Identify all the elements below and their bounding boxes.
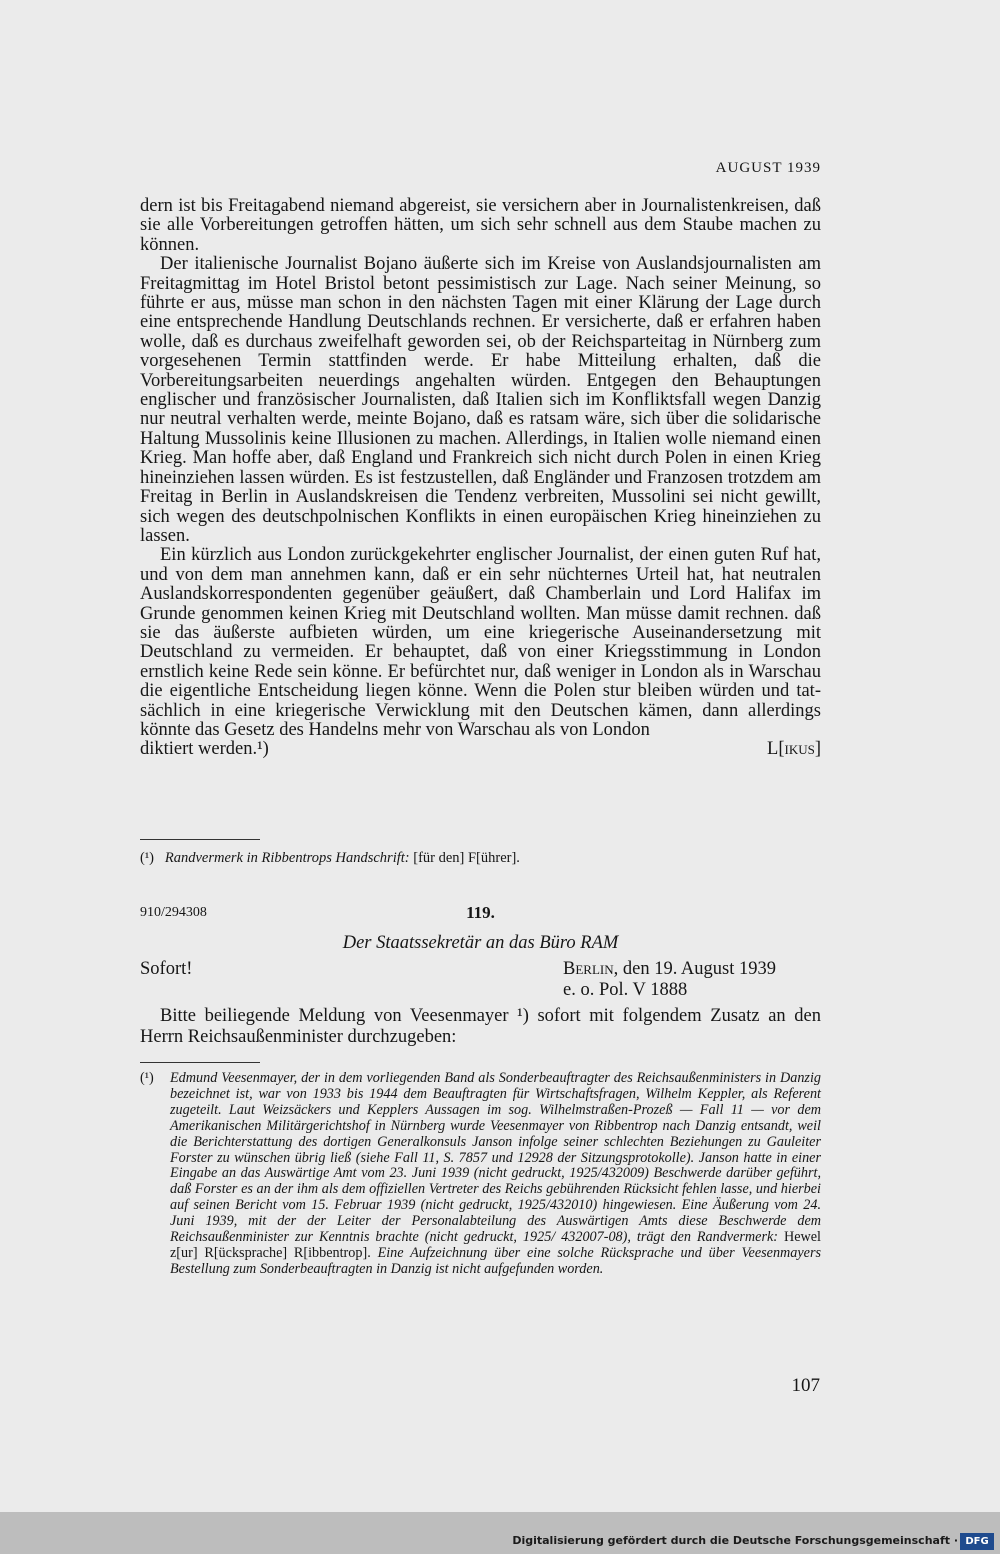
running-head: AUGUST 1939: [715, 160, 821, 176]
paragraph-1: dern ist bis Freitagabend niemand abgereist, sie versichern aber in Journalistenkreisen, daß sie alle Vorbereitungen getroffen hätten, um sich sehr schnell aus dem Staube machen zu können.: [140, 196, 821, 255]
signature-smallcaps: ikus: [784, 739, 815, 760]
file-reference: e. o. Pol. V 1888: [563, 980, 688, 1000]
paragraph-2: Der italienische Journalist Bojano äußerte sich im Kreise von Auslandsjournalisten am Freitagmittag im Hotel Bristol betont pessimistisch zur Lage. Nach seiner Meinung, so führte er aus, müsse man schon in den nächsten Tagen mit einer Klärung der Lage durch eine entsprechende Handlung Deutschlands rechnen. Er versicherte, daß er erfahren haben wolle, daß es durchaus zweifelhaft geworden sei, ob der Reichsparteitag in Nürnberg zum vorgesehenen Termin stattfinden werde. Er habe Mitteilung erhalten, daß die Vorbereitungsarbeiten neuerdings angehalten würden. Entgegen den Behauptungen englischer und französischer Journalisten, daß Italien sich im Konfliktsfall wegen Danzig nur neutral verhalten werde, meinte Bojano, daß es ratsam wäre, sich über die solidarische Haltung Mussolinis keine Illusionen zu machen. Allerdings, in Italien wolle niemand einen Krieg. Man hoffe aber, daß England und Frankreich sich nicht durch Polen in einen Krieg hineinziehen lassen würden. Es ist festzustellen, daß Engländer und Franzosen trotzdem am Freitag in Berlin in Auslandskreisen die Tendenz verbreiten, Mussolini sei nicht gewillt, sich wegen des deutschpolnischen Konflikts in einen europäischen Krieg hineinziehen zu lassen.: [140, 254, 821, 546]
page-number: 107: [791, 1375, 820, 1396]
footnote-2-mark: (¹): [140, 1070, 154, 1086]
dfg-logo: DFG: [960, 1533, 994, 1550]
paragraph-3-end: diktiert werden.¹): [140, 739, 269, 760]
letter-text: Bitte beiliegende Meldung von Veesenmayer ¹) sofort mit folgendem Zusatz an den Herrn Reichsaußenminister durchzugeben:: [140, 1006, 821, 1047]
document-header: [140, 903, 821, 925]
date: den 19. August 1939: [622, 959, 776, 979]
dateline: [563, 959, 821, 1001]
signature-close: ]: [814, 739, 821, 760]
footnote-veesenmayer: [140, 1071, 821, 1278]
footnote-2-upright: Hewel z[ur] R[ücksprache] R[ibbentrop].: [170, 1229, 821, 1261]
footnote-2-italic-2: Eine Aufzeichnung über eine solche Rücksprache und über Veesenmayers Bestellung zum Sonderbeauftragten in Danzig ist nicht aufgefunden worden.: [170, 1244, 822, 1277]
document-reference: 910/294308: [140, 905, 207, 920]
urgency-note: Sofort!: [140, 959, 193, 979]
footnote-divider-2: [140, 1062, 260, 1063]
signature: [767, 740, 821, 759]
credit-text: Digitalisierung gefördert durch die Deutsche Forschungsgemeinschaft ·: [512, 1534, 958, 1547]
place-date: [563, 959, 821, 980]
footnote-2-text: [170, 1071, 821, 1278]
main-text: [140, 197, 821, 760]
credit-bar: [0, 1512, 1000, 1554]
paragraph-3: Ein kürzlich aus London zurückgekehrter englischer Journalist, der einen guten Ruf hat, und von dem man annehmen kann, daß er ein sehr nüchternes Urteil hat, hat neutralen Auslandskorrespondenten gegenüber geäußert, daß Chamberlain und Lord Halifax im Grunde genommen keinen Krieg mit Deutschland wollten. Man müsse damit rechnen. daß sie das äußerste aufbieten würden, um eine kriegerische Auseinandersetzung mit Deutschland zu vermeiden. Er behauptet, daß von einer Kriegsstimmung in London ernstlich keine Rede sein könne. Er befürchtet nur, daß weniger in London als in Warschau die eigentliche Entscheidung liegen könne. Wenn die Polen stur bleiben würden und tatsächlich in eine kriegerische Verwicklung mit den Deutschen kämen, dann allerdings könnte das Gesetz des Handelns mehr von Warschau als von London: [140, 545, 821, 740]
footnote-italic: Randvermerk in Ribbentrops Handschrift:: [164, 850, 410, 866]
signature-initial: L[: [767, 739, 785, 760]
document-number: 119.: [466, 903, 495, 922]
footnote-divider: [140, 839, 260, 840]
place: Berlin,: [563, 959, 619, 979]
footnote-upright: [für den] F[ührer].: [413, 850, 520, 866]
footnote-mark: (¹): [140, 850, 155, 866]
footnote-2-italic-1: Edmund Veesenmayer, der in dem vorliegenden Band als Sonderbeauftragter des Reichsaußenministers in Danzig bezeichnet ist, war von 1933 bis 1944 dem Beauftragten für Wirtschaftsfragen, Wilhelm Keppler, als Referent zugeteilt. Laut Weizsäckers und Kepplers Aussagen im sog. Wilhelmstraßen-Prozeß — Fall 11 — vor dem Amerikanischen Militärgerichtshof in Nürnberg wurde Veesenmayer von Ribbentrop nach Danzig entsandt, weil die Berichterstattung des dortigen Generalkonsuls Janson infolge seiner schlechten Beziehungen zu Gauleiter Forster zu wünschen übrig ließ (siehe Fall 11, S. 7857 und 12928 der Sitzungsprotokolle). Janson hatte in einer Eingabe an das Auswärtige Amt vom 23. Juni 1939 (nicht gedruckt, 1925/432009) Beschwerde darüber geführt, daß Forster es an der ihm als dem offiziellen Vertreter des Reichs gebührenden Rücksicht fehlen lasse, und hierbei auf seinen Bericht vom 15. Februar 1939 (nicht gedruckt, 1925/432010) hingewiesen. Eine Äußerung vom 24. Juni 1939, mit der der Leiter der Personalabteilung des Auswärtigen Amts diese Beschwerde dem Reichsaußenminister zur Kenntnis brachte (nicht gedruckt, 1925/ 432007-08), trägt den Randvermerk:: [170, 1070, 821, 1246]
document-title: Der Staatssekretär an das Büro RAM: [342, 933, 619, 953]
footnote-randvermerk: [140, 850, 821, 867]
signature-line: [140, 740, 821, 759]
letter-body: [140, 1006, 821, 1048]
